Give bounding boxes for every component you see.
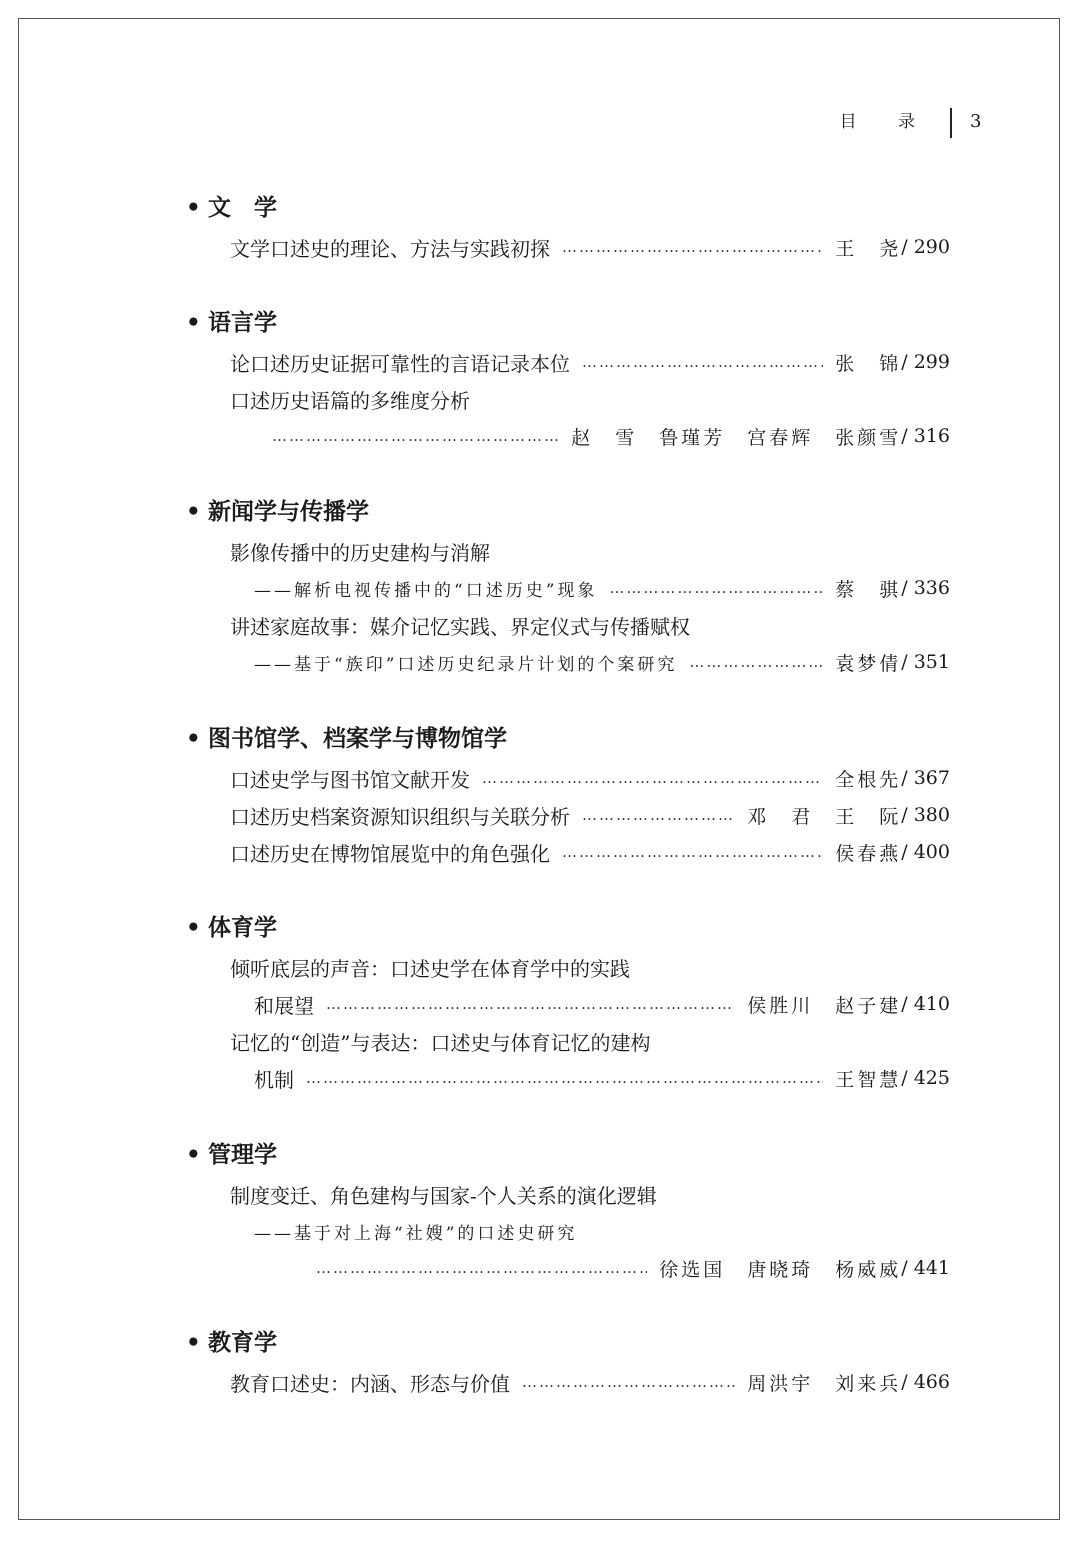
entry-authors: 邓 君 王 阮 bbox=[747, 805, 902, 828]
leader-dots bbox=[272, 427, 559, 445]
toc-entry-subtitle bbox=[254, 1216, 950, 1246]
entry-title: 讲述家庭故事：媒介记忆实践、界定仪式与传播赋权 bbox=[230, 614, 690, 639]
entry-authors: 袁梦倩 bbox=[835, 652, 902, 675]
section-heading: • 体育学 bbox=[186, 915, 277, 941]
entry-page: / 290 bbox=[901, 236, 950, 258]
entry-authors: 赵 雪 鲁瑾芳 宫春辉 张颜雪 bbox=[571, 426, 902, 449]
entry-title: 口述史学与图书馆文献开发 bbox=[230, 767, 470, 792]
entry-authors: 周洪宇 刘来兵 bbox=[747, 1372, 902, 1395]
toc-entry-subtitle bbox=[254, 647, 950, 677]
toc-entry-subtitle bbox=[254, 573, 950, 603]
entry-authors: 徐选国 唐晓琦 杨威威 bbox=[659, 1258, 902, 1281]
section-heading: • 语言学 bbox=[186, 310, 277, 336]
section-heading: • 文 学 bbox=[186, 195, 277, 221]
entry-page: / 410 bbox=[901, 993, 950, 1015]
section-heading: • 图书馆学、档案学与博物馆学 bbox=[186, 726, 507, 752]
bullet: • bbox=[186, 499, 201, 525]
toc-entry-continuation bbox=[272, 421, 950, 451]
entry-page: / 400 bbox=[901, 841, 950, 863]
entry-title: 文学口述史的理论、方法与实践初探 bbox=[230, 236, 550, 261]
entry-subtitle: ——解析电视传播中的“口述历史”现象 bbox=[254, 580, 598, 601]
header-title: 目 录 bbox=[839, 112, 933, 132]
leader-dots bbox=[582, 806, 735, 824]
entry-title: 教育口述史：内涵、形态与价值 bbox=[230, 1371, 510, 1396]
toc-entry-continuation bbox=[254, 989, 950, 1019]
entry-title: 论口述历史证据可靠性的言语记录本位 bbox=[230, 351, 570, 376]
bullet: • bbox=[186, 195, 201, 221]
leader-dots bbox=[316, 1259, 647, 1277]
entry-authors: 全根先 bbox=[835, 768, 902, 791]
entry-title-continuation: 机制 bbox=[254, 1067, 294, 1092]
header-separator bbox=[950, 108, 952, 138]
entry-page: / 299 bbox=[901, 351, 950, 373]
leader-dots bbox=[306, 1069, 823, 1087]
section-heading: • 新闻学与传播学 bbox=[186, 499, 369, 525]
toc-entry[interactable] bbox=[230, 1367, 950, 1397]
entry-authors: 王智慧 bbox=[835, 1068, 902, 1091]
toc-entry[interactable] bbox=[230, 1179, 950, 1209]
entry-page: / 316 bbox=[901, 425, 950, 447]
entry-title: 口述历史档案资源知识组织与关联分析 bbox=[230, 804, 570, 829]
toc-entry[interactable] bbox=[230, 763, 950, 793]
bullet: • bbox=[186, 915, 201, 941]
toc-entry[interactable] bbox=[230, 232, 950, 262]
entry-title: 倾听底层的声音：口述史学在体育学中的实践 bbox=[230, 956, 630, 981]
bullet: • bbox=[186, 1330, 201, 1356]
toc-entry[interactable] bbox=[230, 800, 950, 830]
leader-dots bbox=[482, 769, 823, 787]
entry-subtitle: ——基于“族印”口述历史纪录片计划的个案研究 bbox=[254, 654, 678, 675]
leader-dots bbox=[582, 353, 823, 371]
toc-entry[interactable] bbox=[230, 384, 950, 414]
leader-dots bbox=[326, 995, 735, 1013]
toc-entry[interactable] bbox=[230, 952, 950, 982]
entry-page: / 380 bbox=[901, 804, 950, 826]
toc-entry[interactable] bbox=[230, 347, 950, 377]
bullet: • bbox=[186, 310, 201, 336]
entry-title-continuation: 和展望 bbox=[254, 993, 314, 1018]
leader-dots bbox=[609, 579, 823, 597]
entry-title: 口述历史语篇的多维度分析 bbox=[230, 388, 470, 413]
toc-entry-continuation bbox=[254, 1063, 950, 1093]
entry-page: / 367 bbox=[901, 767, 950, 789]
entry-page: / 351 bbox=[901, 651, 950, 673]
entry-authors: 侯胜川 赵子建 bbox=[747, 994, 902, 1017]
entry-page: / 441 bbox=[901, 1257, 950, 1279]
bullet: • bbox=[186, 1142, 201, 1168]
header-page-number: 3 bbox=[970, 111, 982, 132]
toc-entry[interactable] bbox=[230, 837, 950, 867]
leader-dots bbox=[562, 238, 823, 256]
toc-entry[interactable] bbox=[230, 1026, 950, 1056]
section-heading: • 管理学 bbox=[186, 1142, 277, 1168]
running-header bbox=[0, 108, 1080, 138]
entry-authors: 张 锦 bbox=[835, 352, 902, 375]
section-heading: • 教育学 bbox=[186, 1330, 277, 1356]
leader-dots bbox=[689, 653, 823, 671]
entry-title: 影像传播中的历史建构与消解 bbox=[230, 540, 490, 565]
leader-dots bbox=[522, 1373, 735, 1391]
entry-subtitle: ——基于对上海“社嫂”的口述史研究 bbox=[254, 1223, 578, 1244]
toc-entry-continuation bbox=[316, 1253, 950, 1283]
entry-authors: 侯春燕 bbox=[835, 842, 902, 865]
entry-title: 口述历史在博物馆展览中的角色强化 bbox=[230, 841, 550, 866]
entry-title: 制度变迁、角色建构与国家-个人关系的演化逻辑 bbox=[230, 1183, 657, 1208]
entry-page: / 336 bbox=[901, 577, 950, 599]
toc-entry[interactable] bbox=[230, 536, 950, 566]
toc-entry[interactable] bbox=[230, 610, 950, 640]
bullet: • bbox=[186, 726, 201, 752]
leader-dots bbox=[562, 843, 823, 861]
entry-authors: 王 尧 bbox=[835, 237, 902, 260]
entry-title: 记忆的“创造”与表达：口述史与体育记忆的建构 bbox=[230, 1030, 651, 1055]
entry-authors: 蔡 骐 bbox=[835, 578, 902, 601]
entry-page: / 466 bbox=[901, 1371, 950, 1393]
entry-page: / 425 bbox=[901, 1067, 950, 1089]
